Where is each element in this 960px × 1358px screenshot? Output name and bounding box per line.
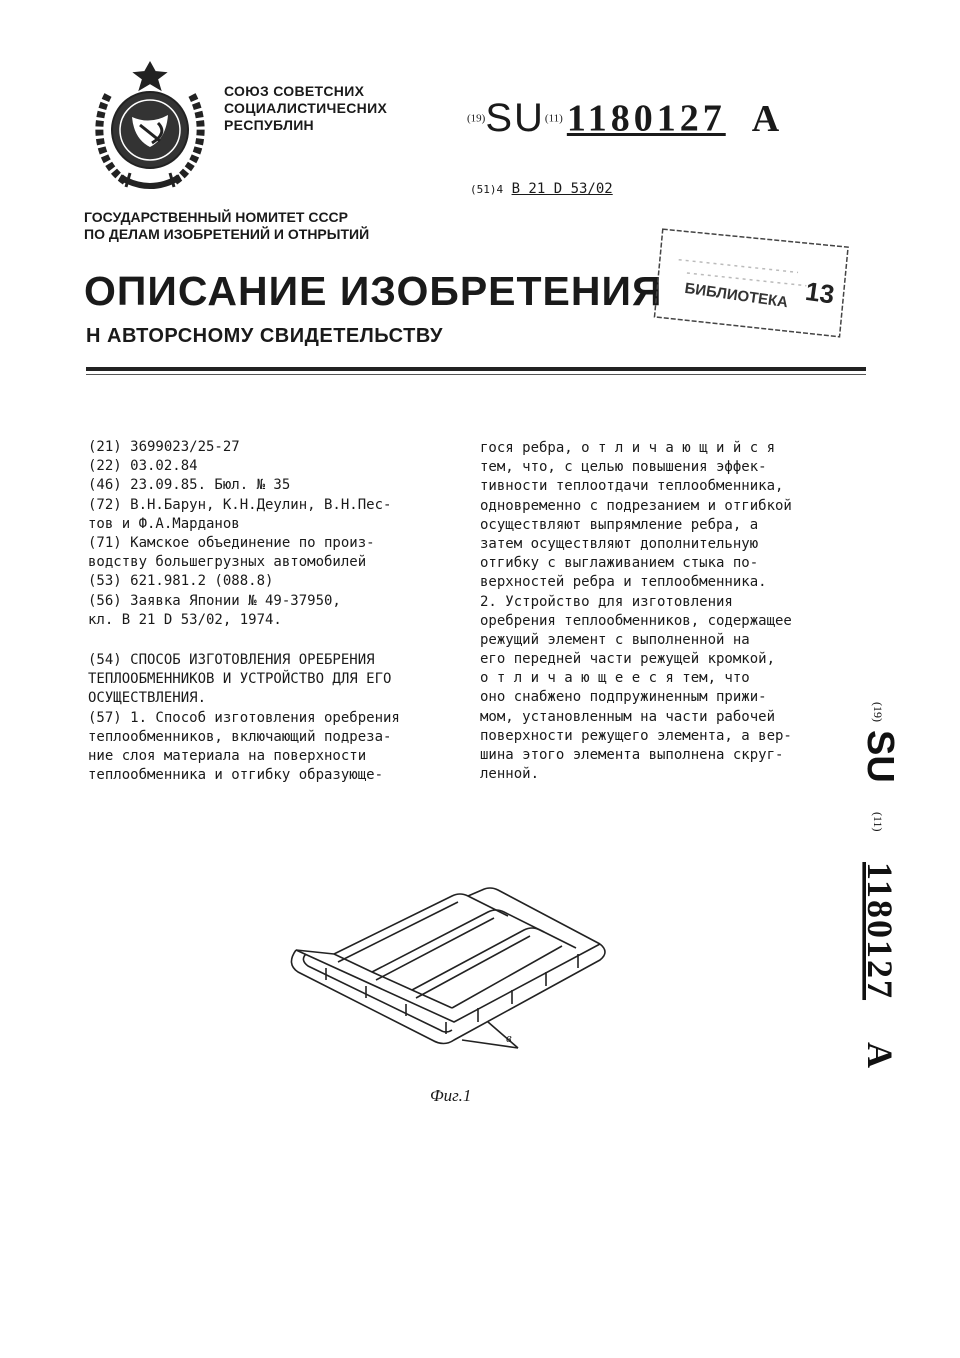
abstract-line: оребрения теплообменников, содержащее xyxy=(480,612,792,629)
page-title: ОПИСАНИЕ ИЗОБРЕТЕНИЯ xyxy=(84,268,663,314)
abstract-line: отгибку с выглаживанием стыка по- xyxy=(480,555,759,572)
abstract-line: затем осуществляют дополнительную xyxy=(480,535,759,552)
ipc-class: B 21 D 53/02 xyxy=(511,181,613,197)
abstract-line: поверхности режущего элемента, а вер- xyxy=(480,727,792,744)
abstract-line: теплообменника и отгибку образующе- xyxy=(88,767,384,784)
library-stamp xyxy=(646,224,856,344)
biblio-line: (22) 03.02.84 xyxy=(88,458,198,475)
abstract-line: 2. Устройство для изготовления xyxy=(480,593,733,610)
biblio-line: тов и Ф.А.Марданов xyxy=(88,515,240,532)
abstract-line: ОСУЩЕСТВЛЕНИЯ. xyxy=(88,690,207,707)
union-name xyxy=(224,83,387,134)
side-kind: A xyxy=(860,1042,900,1068)
biblio-line: (53) 621.981.2 (088.8) xyxy=(88,573,274,590)
doc-number: 1180127 xyxy=(566,97,726,140)
doc-kind: A xyxy=(751,97,780,140)
header-rule-thin xyxy=(86,374,866,375)
union-line: РЕСПУБЛИН xyxy=(224,117,314,133)
state-emblem xyxy=(80,55,220,205)
bibliographic-data xyxy=(88,438,391,630)
abstract-line: мом, установленным на части рабочей xyxy=(480,708,776,725)
biblio-line: (56) Заявка Японии № 49-37950, xyxy=(88,592,341,609)
biblio-line: кл. B 21 D 53/02, 1974. xyxy=(88,611,282,628)
abstract-line: тивности теплоотдачи теплообменника, xyxy=(480,478,784,495)
biblio-line: (46) 23.09.85. Бюл. № 35 xyxy=(88,477,291,494)
dimension-label: в xyxy=(506,1030,512,1045)
abstract-line: о т л и ч а ю щ е е с я тем, что xyxy=(480,670,750,687)
biblio-line: (21) 3699023/25-27 xyxy=(88,439,240,455)
side-country: SU xyxy=(859,730,901,783)
stamp-number: 13 xyxy=(803,275,837,310)
side-number: 1180127 xyxy=(860,862,900,1001)
figure-caption: Фиг.1 xyxy=(430,1086,472,1105)
abstract-line: верхностей ребра и теплообменника. xyxy=(480,574,767,591)
union-line: СОЮЗ СОВЕТСНИХ xyxy=(224,83,365,99)
abstract-line: оно снабжено подпружиненным прижи- xyxy=(480,689,767,706)
abstract-line: ленной. xyxy=(480,766,540,783)
union-line: СОЦИАЛИСТИЧЕСНИХ xyxy=(224,100,388,116)
abstract-left-column xyxy=(88,651,400,785)
side-tag-19: (19) xyxy=(871,702,885,722)
abstract-right-column xyxy=(480,439,792,784)
committee-name xyxy=(84,209,369,243)
figure-heat-exchanger xyxy=(282,872,618,1088)
vertical-document-number xyxy=(838,702,901,1082)
biblio-line: (72) В.Н.Барун, К.Н.Деулин, В.Н.Пес- xyxy=(88,496,392,513)
committee-line: ГОСУДАРСТВЕННЫЙ НОМИТЕТ СССР xyxy=(84,209,349,225)
page-subtitle: Н АВТОРСНОМУ СВИДЕТЕЛЬСТВУ xyxy=(86,325,443,347)
abstract-line: осуществляют выпрямление ребра, а xyxy=(480,516,759,533)
abstract-line: (54) СПОСОБ ИЗГОТОВЛЕНИЯ ОРЕБРЕНИЯ xyxy=(88,652,375,668)
doc-tag-19: (19) xyxy=(467,112,486,125)
abstract-line: (57) 1. Способ изготовления оребрения xyxy=(88,709,400,726)
abstract-line: режущий элемент с выполненной на xyxy=(480,631,750,648)
abstract-line: ние слоя материала на поверхности xyxy=(88,747,367,764)
abstract-line: гося ребра, о т л и ч а ю щ и й с я xyxy=(480,440,776,456)
doc-tag-11: (11) xyxy=(544,112,563,125)
abstract-line: его передней части режущей кромкой, xyxy=(480,651,776,668)
header-rule xyxy=(86,367,866,371)
abstract-line: тем, что, с целью повышения эффек- xyxy=(480,459,767,476)
doc-country: SU xyxy=(485,96,545,140)
abstract-line: ТЕПЛООБМЕННИКОВ И УСТРОЙСТВО ДЛЯ ЕГО xyxy=(88,671,392,688)
ipc-tag: (51)4 xyxy=(470,183,504,196)
stamp-text: БИБЛИОТЕКА xyxy=(683,279,790,312)
abstract-line: теплообменников, включающий подреза- xyxy=(88,728,392,745)
abstract-line: шина этого элемента выполнена скруг- xyxy=(480,747,784,763)
biblio-line: водству большегрузных автомобилей xyxy=(88,554,367,571)
document-number xyxy=(467,96,779,141)
ipc-classification xyxy=(470,181,613,197)
side-tag-11: (11) xyxy=(871,812,885,832)
biblio-line: (71) Камское объединение по произ- xyxy=(88,534,375,551)
abstract-line: одновременно с подрезанием и отгибкой xyxy=(480,497,792,514)
committee-line: ПО ДЕЛАМ ИЗОБРЕТЕНИЙ И ОТНРЫТИЙ xyxy=(84,226,370,242)
